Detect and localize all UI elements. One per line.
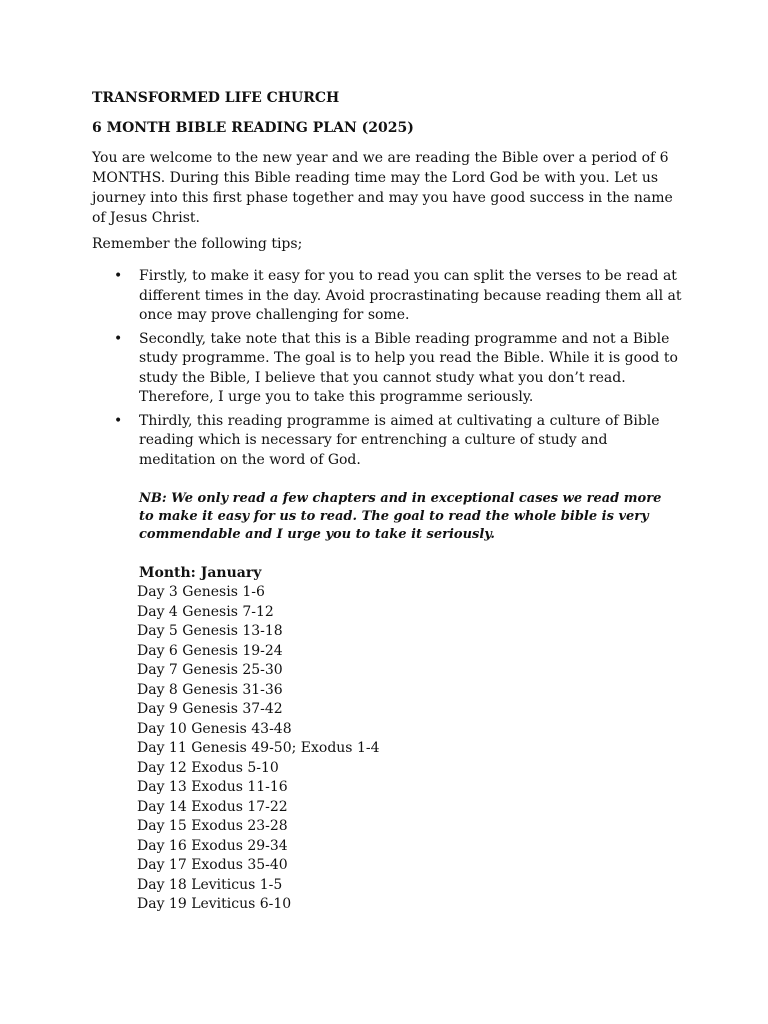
schedule-item: Day 8 Genesis 31-36 bbox=[137, 681, 283, 698]
schedule-item: Day 5 Genesis 13-18 bbox=[137, 623, 283, 639]
tips-intro-paragraph: Remember the following tips; bbox=[92, 236, 303, 252]
schedule-item: Day 11 Genesis 49-50; Exodus 1-4 bbox=[137, 740, 380, 756]
schedule-item: Day 10 Genesis 43-48 bbox=[137, 720, 292, 737]
schedule-item: Day 13 Exodus 11-16 bbox=[137, 779, 288, 795]
nb-note: NB: We only read a few chapters and in exceptional cases we read more to make it easy for us to read. The goal to read the whole bible is very commendable and I urge you to take it seriously. bbox=[139, 491, 662, 542]
tip-item: • Secondly, take note that this is a Bible reading programme and not a Bible study programme. The goal is to help you read the Bible. While it is good to study the Bible, I believe that you cannot study what you don’t read. Therefore, I urge you to take this programme seriously. bbox=[92, 330, 682, 408]
church-name-heading: TRANSFORMED LIFE CHURCH bbox=[92, 90, 340, 106]
schedule-item: Day 4 Genesis 7-12 bbox=[137, 603, 274, 620]
schedule-item: Day 3 Genesis 1-6 bbox=[137, 584, 265, 600]
plan-title-heading: 6 MONTH BIBLE READING PLAN (2025) bbox=[92, 120, 414, 136]
schedule-item: Day 6 Genesis 19-24 bbox=[137, 642, 283, 659]
tip-item: • Thirdly, this reading programme is aimed at cultivating a culture of Bible reading which is necessary for entrenching a culture of study and meditation on the word of God. bbox=[92, 412, 682, 471]
schedule-item: Day 7 Genesis 25-30 bbox=[137, 662, 283, 678]
schedule-item: Day 15 Exodus 23-28 bbox=[137, 818, 288, 834]
month-heading: Month: January bbox=[139, 565, 262, 581]
schedule-item: Day 18 Leviticus 1-5 bbox=[137, 876, 283, 893]
tip-item: • Firstly, to make it easy for you to read you can split the verses to be read at different times in the day. Avoid procrastinating because reading them all at once may prove challenging for some. bbox=[92, 267, 682, 326]
schedule-item: Day 19 Leviticus 6-10 bbox=[137, 896, 292, 912]
schedule-item: Day 14 Exodus 17-22 bbox=[137, 798, 288, 815]
schedule-item: Day 9 Genesis 37-42 bbox=[137, 701, 283, 717]
schedule-item: Day 17 Exodus 35-40 bbox=[137, 857, 288, 873]
schedule-item: Day 12 Exodus 5-10 bbox=[137, 759, 279, 776]
schedule-item: Day 16 Exodus 29-34 bbox=[137, 837, 288, 854]
tips-list bbox=[92, 267, 682, 474]
reading-schedule bbox=[137, 583, 380, 915]
intro-paragraph: You are welcome to the new year and we are reading the Bible over a period of 6 MONTHS. During this Bible reading time may the Lord God be with you. Let us journey into this first phase together and may you have good success in the name of Jesus Christ. bbox=[92, 150, 673, 226]
